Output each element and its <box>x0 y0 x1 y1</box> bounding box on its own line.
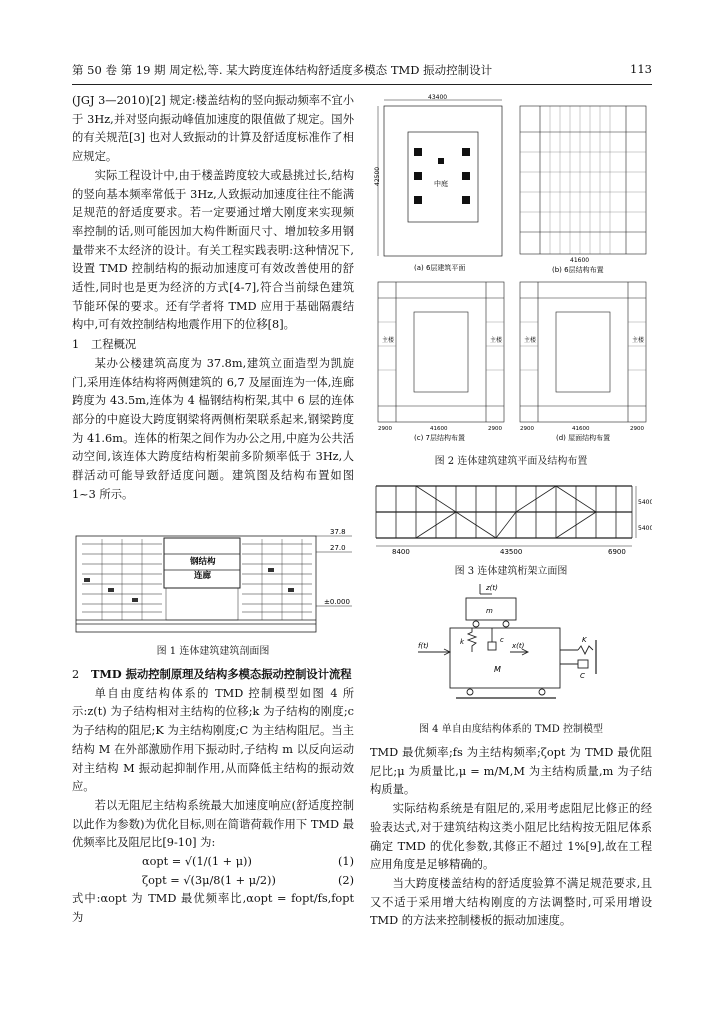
dimension-label: 2900 <box>520 426 534 432</box>
corridor-label: 连廊 <box>194 571 212 581</box>
level-label: 37.8 <box>330 528 346 536</box>
dimension-label: 5400 <box>638 499 652 506</box>
section-heading-2 <box>72 665 354 685</box>
level-label: 27.0 <box>330 544 346 552</box>
subfigure-caption-d: (d) 屋面结构布置 <box>556 434 611 442</box>
dimension-label: 8400 <box>392 548 410 556</box>
C-label: C <box>580 672 585 680</box>
equation-1 <box>72 853 354 872</box>
equation-number: (2) <box>337 873 354 887</box>
figure-4-caption: 图 4 单自由度结构体系的 TMD 控制模型 <box>418 724 603 735</box>
side-label: 主楼 <box>490 337 503 344</box>
section-number: 1 <box>72 338 80 352</box>
figure-2-caption: 图 2 连体建筑建筑平面及结构布置 <box>434 456 588 467</box>
truss-elevation <box>370 476 652 556</box>
equation: ζopt = √(3μ/8(1 + μ/2)) <box>142 873 276 887</box>
m-label: m <box>486 607 493 615</box>
paragraph: 单自由度结构体系的 TMD 控制模型如图 4 所示:z(t) 为子结构相对主结构的位移;k 为子结构的刚度;c 为子结构的阻尼;K 为主结构刚度;C 为主结构阻尼。当主结构 M 在外部激励作用下振动时,子结构 m 以反向运动对主结构 M 振动起抑制作用,从而降低主结构的振动效应。 <box>72 686 354 794</box>
figure-2 <box>370 92 652 442</box>
header-journal-info: 第 50 卷 第 19 期 周定松,等. 某大跨度连体结构舒适度多模态 TMD 振动控制设计 <box>72 63 493 77</box>
paragraph: TMD 最优频率;fs 为主结构频率;ζopt 为 TMD 最优阻尼比;μ 为质量比,μ = m/M,M 为主结构质量,m 为子结构质量。 <box>370 746 652 797</box>
side-label: 主楼 <box>382 337 395 344</box>
figure-4 <box>410 580 610 712</box>
section-title: 工程概况 <box>91 338 137 352</box>
c-label: c <box>500 636 504 644</box>
dimension-label: 42500 <box>374 166 381 186</box>
paragraph: 当大跨度楼盖结构的舒适度验算不满足规范要求,且又不适于采用增大结构刚度的方法调整时,可采用增设 TMD 的方法来控制楼板的振动加速度。 <box>370 876 652 928</box>
dimension-label: 43400 <box>428 94 448 101</box>
M-label: M <box>494 665 501 674</box>
side-label: 主楼 <box>524 337 537 344</box>
section-number: 2 <box>72 668 80 681</box>
corridor-label: 钢结构 <box>190 557 216 567</box>
equation-2 <box>72 872 354 891</box>
atrium-label: 中庭 <box>434 180 448 188</box>
section-heading-1 <box>72 335 354 355</box>
dimension-label: 2900 <box>488 426 502 432</box>
dimension-label: 2900 <box>378 426 392 432</box>
paragraph: 若以无阻尼主结构系统最大加速度响应(舒适度控制以此作为参数)为优化目标,则在简谐荷载作用下 TMD 最优频率比及阻尼比[9-10] 为: <box>72 798 354 850</box>
paragraph: 实际工程设计中,由于楼盖跨度较大或悬挑过长,结构的竖向基本频率常低于 3Hz,人致振动加速度往往不能满足规范的舒适度要求。若一定要通过增大刚度来实现频率控制的话,则可能因加大构件断面尺寸、增加较多用钢量带来不太经济的设计。有关工程实践表明:这种情况下,设置 TMD 控制结构的振动加速度可有效改善使用的舒适性,同时也是更为经济的方式[4-7],符合当前绿色建筑节能环保的要求。还有学者将 TMD 应用于基础隔震结构中,可有效控制结构地震作用下的位移[8]。 <box>72 168 354 332</box>
dimension-label: 2900 <box>630 426 644 432</box>
K-label: K <box>582 636 587 644</box>
dimension-label: 41600 <box>570 257 590 264</box>
figure-3 <box>370 476 652 556</box>
k-label: k <box>460 638 465 646</box>
left-column-continued <box>72 665 354 928</box>
level-label: ±0.000 <box>324 598 350 606</box>
tmd-model-diagram <box>410 580 610 712</box>
figure-3-caption: 图 3 连体建筑桁架立面图 <box>454 566 568 577</box>
page-number: 113 <box>630 62 652 76</box>
paragraph: 实际结构系统是有阻尼的,采用考虑阻尼比修正的经验表达式,对于建筑结构这类小阻尼比结构按无阻尼体系确定 TMD 的优化参数,其修正不超过 1%[9],故在工程应用角度是足够精确的。 <box>370 802 652 872</box>
left-column <box>72 92 354 504</box>
subfigure-caption-c: (c) 7层结构布置 <box>414 434 465 442</box>
dimension-label: 6900 <box>608 548 626 556</box>
section-title: TMD 振动控制原理及结构多模态振动控制设计流程 <box>91 667 352 681</box>
x-label: x(t) <box>512 642 525 650</box>
equation-number: (1) <box>337 855 354 869</box>
plan-drawings <box>370 92 652 442</box>
z-label: z(t) <box>486 584 498 592</box>
dimension-label: 41600 <box>572 426 590 432</box>
paragraph: (JGJ 3—2010)[2] 规定:楼盖结构的竖向振动频率不宜小于 3Hz,并对竖向振动峰值加速度的限值做了规定。国外的有关规范[3] 也对人致振动的计算及舒适度标准作了相应规定。 <box>72 94 354 164</box>
header-rule <box>72 84 652 85</box>
dimension-label: 41600 <box>430 426 448 432</box>
dimension-label: 43500 <box>500 548 523 556</box>
f-label: f(t) <box>418 642 429 650</box>
subfigure-caption-b: (b) 6层结构布置 <box>552 266 604 274</box>
running-header <box>72 60 652 80</box>
paragraph: 某办公楼建筑高度为 37.8m,建筑立面造型为凯旋门,采用连体结构将两侧建筑的 6,7 及屋面连为一体,连廊跨度为 43.5m,连体为 4 榀钢结构桁架,其中 6 层的连体部分的中庭设大跨度钢梁将两侧桁架联系起来,钢梁跨度为 41.6m。连体的桁架之间作为办公之用,中庭为公共活动空间,该连体大跨度结构桁架前多阶频率低于 3Hz,人群活动可能导致舒适度问题。建筑图及结构布置如图 1~3 所示。 <box>72 356 354 501</box>
paragraph: 式中:αopt 为 TMD 最优频率比,αopt = fopt/fs,fopt 为 <box>72 892 354 925</box>
section-drawing <box>72 524 354 634</box>
dimension-label: 5400 <box>638 525 652 532</box>
right-column-text <box>370 744 652 931</box>
equation: αopt = √(1/(1 + μ)) <box>142 855 252 869</box>
subfigure-caption-a: (a) 6层建筑平面 <box>414 264 466 272</box>
figure-1-caption: 图 1 连体建筑建筑剖面图 <box>156 646 270 657</box>
side-label: 主楼 <box>632 337 645 344</box>
figure-1 <box>72 524 354 634</box>
